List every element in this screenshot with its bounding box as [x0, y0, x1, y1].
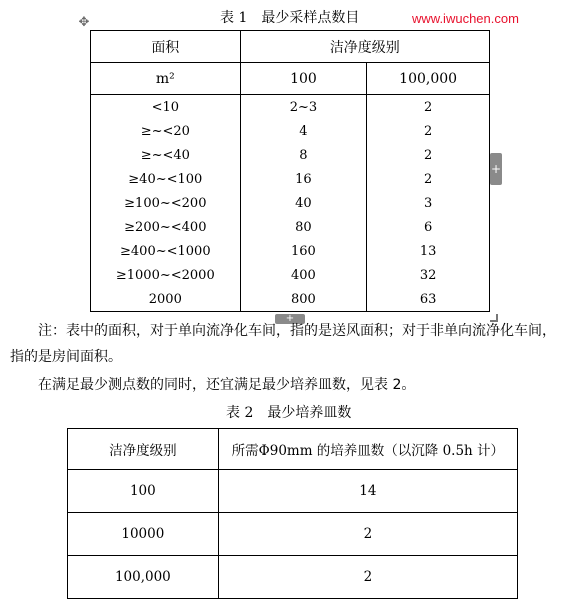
table-row [68, 470, 518, 513]
cell-class-100: 80 [240, 215, 367, 239]
cell-class-100000: 6 [367, 215, 490, 239]
table-row [91, 263, 490, 287]
watermark-text: www.iwuchen.com [412, 11, 519, 26]
note-line-1: 注：表中的面积，对于单向流净化车间，指的是送风面积；对于非单向流净化车间， [38, 323, 556, 339]
table1-caption: 表 1 最少采样点数目 [220, 10, 360, 26]
cell-area: ≥40~<100 [91, 167, 241, 191]
cell-class-100000: 32 [367, 263, 490, 287]
cell-area: <10 [91, 95, 241, 120]
table-row [91, 287, 490, 312]
paragraph-text: 在满足最少测点数的同时，还宜满足最少培养皿数，见表 2。 [38, 377, 416, 393]
cell-area: ≥400~<1000 [91, 239, 241, 263]
header-class-100: 100 [240, 63, 367, 95]
table-row [68, 513, 518, 556]
culture-dish-table [67, 428, 518, 599]
header-dish-count: 所需Φ90mm 的培养皿数（以沉降 0.5h 计） [218, 429, 517, 470]
cell-class-100000: 3 [367, 191, 490, 215]
table-row [68, 556, 518, 599]
table-move-handle-icon[interactable]: ✥ [78, 15, 90, 30]
table-row [91, 191, 490, 215]
cell-area: ≥200~<400 [91, 215, 241, 239]
sampling-points-table [90, 30, 490, 312]
table-row [91, 119, 490, 143]
cell-class-100: 2~3 [240, 95, 367, 120]
table-row [91, 167, 490, 191]
cell-level: 100 [68, 470, 219, 513]
table-row [91, 239, 490, 263]
cell-class-100000: 2 [367, 119, 490, 143]
note-line-2: 指的是房间面积。 [10, 349, 122, 365]
table-row [91, 95, 490, 120]
cell-class-100: 160 [240, 239, 367, 263]
cell-area: 2000 [91, 287, 241, 312]
header-class-100000: 100,000 [367, 63, 490, 95]
cell-area: ≥100~<200 [91, 191, 241, 215]
header-unit: m² [91, 63, 241, 95]
cell-class-100000: 2 [367, 95, 490, 120]
cell-class-100: 400 [240, 263, 367, 287]
cell-class-100000: 2 [367, 167, 490, 191]
cell-class-100: 8 [240, 143, 367, 167]
add-row-icon[interactable]: + [275, 314, 305, 324]
cell-class-100: 40 [240, 191, 367, 215]
table-row [91, 215, 490, 239]
cell-count: 2 [218, 513, 517, 556]
cell-area: ≥~<20 [91, 119, 241, 143]
header-cleanliness-level: 洁净度级别 [68, 429, 219, 470]
cell-count: 2 [218, 556, 517, 599]
cell-class-100: 4 [240, 119, 367, 143]
cell-class-100: 800 [240, 287, 367, 312]
cell-area: ≥~<40 [91, 143, 241, 167]
header-cleanliness: 洁净度级别 [240, 31, 489, 63]
cell-class-100000: 2 [367, 143, 490, 167]
add-column-icon[interactable]: + [490, 153, 502, 185]
cell-level: 100,000 [68, 556, 219, 599]
cell-class-100000: 13 [367, 239, 490, 263]
header-area: 面积 [91, 31, 241, 63]
cell-level: 10000 [68, 513, 219, 556]
cell-class-100000: 63 [367, 287, 490, 312]
table-row [91, 143, 490, 167]
cell-count: 14 [218, 470, 517, 513]
table2-caption: 表 2 最少培养皿数 [226, 405, 352, 421]
cell-class-100: 16 [240, 167, 367, 191]
cell-area: ≥1000~<2000 [91, 263, 241, 287]
